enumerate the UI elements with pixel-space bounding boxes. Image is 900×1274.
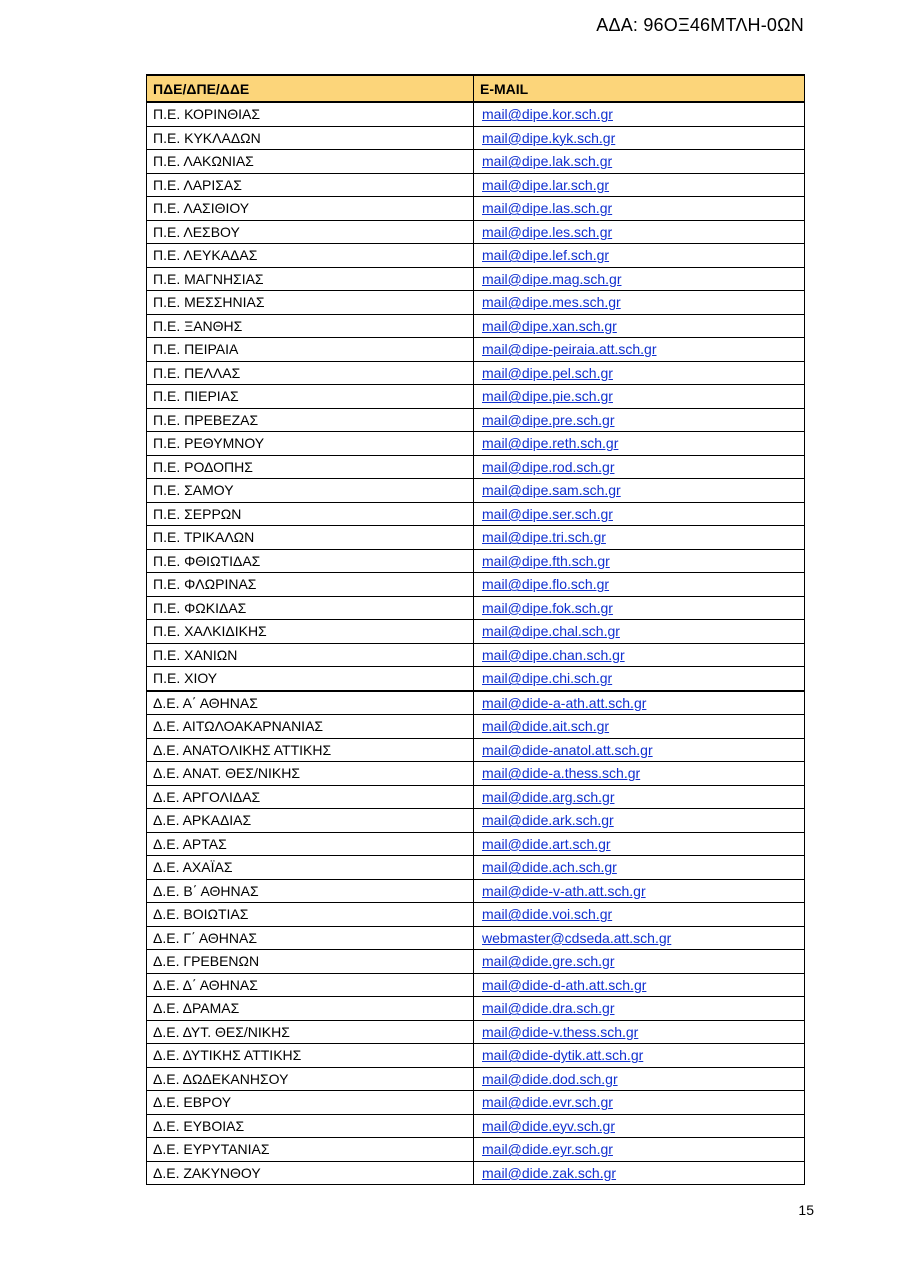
table-row	[147, 479, 805, 503]
table-row	[147, 950, 805, 974]
table-row	[147, 785, 805, 809]
directorate-cell: Π.Ε. ΠΕΛΛΑΣ	[147, 361, 474, 385]
directorate-cell: Δ.Ε. ΕΒΡΟΥ	[147, 1091, 474, 1115]
email-link[interactable]: mail@dipe.chi.sch.gr	[482, 670, 613, 687]
email-cell	[474, 549, 805, 573]
email-cell	[474, 197, 805, 221]
email-cell	[474, 691, 805, 715]
table-row	[147, 267, 805, 291]
directorate-cell: Δ.Ε. Β΄ ΑΘΗΝΑΣ	[147, 879, 474, 903]
email-link[interactable]: mail@dipe.ser.sch.gr	[482, 505, 613, 522]
email-link[interactable]: mail@dipe.sam.sch.gr	[482, 482, 621, 499]
email-link[interactable]: mail@dipe.xan.sch.gr	[482, 317, 617, 334]
email-cell	[474, 502, 805, 526]
table-row	[147, 385, 805, 409]
email-cell	[474, 267, 805, 291]
email-link[interactable]: mail@dipe.les.sch.gr	[482, 223, 613, 240]
table-row	[147, 220, 805, 244]
directorate-cell: Π.Ε. ΛΑΣΙΘΙΟΥ	[147, 197, 474, 221]
email-cell	[474, 244, 805, 268]
email-link[interactable]: mail@dide-v-ath.att.sch.gr	[482, 882, 646, 899]
directorate-cell: Δ.Ε. ΑΝΑΤΟΛΙΚΗΣ ΑΤΤΙΚΗΣ	[147, 738, 474, 762]
directorate-cell: Δ.Ε. ΒΟΙΩΤΙΑΣ	[147, 903, 474, 927]
email-link[interactable]: mail@dipe-peiraia.att.sch.gr	[482, 341, 657, 358]
email-cell	[474, 762, 805, 786]
directorates-email-table	[146, 74, 805, 1185]
email-cell	[474, 738, 805, 762]
email-cell	[474, 526, 805, 550]
email-cell	[474, 314, 805, 338]
email-link[interactable]: mail@dide.eyv.sch.gr	[482, 1117, 615, 1134]
email-cell	[474, 903, 805, 927]
table-row	[147, 667, 805, 691]
email-link[interactable]: mail@dipe.fth.sch.gr	[482, 552, 610, 569]
email-link[interactable]: mail@dide.dod.sch.gr	[482, 1070, 618, 1087]
email-link[interactable]: mail@dide-dytik.att.sch.gr	[482, 1047, 644, 1064]
ada-code: ΑΔΑ: 96ΟΞ46ΜΤΛΗ-0ΩΝ	[596, 15, 804, 35]
directorate-cell: Δ.Ε. Α΄ ΑΘΗΝΑΣ	[147, 691, 474, 715]
table-row	[147, 1067, 805, 1091]
table-row	[147, 762, 805, 786]
email-link[interactable]: mail@dipe.rod.sch.gr	[482, 458, 615, 475]
directorate-cell: Δ.Ε. ΑΡΓΟΛΙΔΑΣ	[147, 785, 474, 809]
email-link[interactable]: mail@dide.evr.sch.gr	[482, 1094, 613, 1111]
email-link[interactable]: mail@dipe.lak.sch.gr	[482, 153, 613, 170]
email-link[interactable]: mail@dide.art.sch.gr	[482, 835, 611, 852]
email-link[interactable]: mail@dipe.pel.sch.gr	[482, 364, 613, 381]
directorate-cell: Π.Ε. ΚΟΡΙΝΘΙΑΣ	[147, 102, 474, 126]
email-cell	[474, 1114, 805, 1138]
table-row	[147, 408, 805, 432]
directorate-cell: Π.Ε. ΣΕΡΡΩΝ	[147, 502, 474, 526]
directorate-cell: Π.Ε. ΛΑΡΙΣΑΣ	[147, 173, 474, 197]
directorate-cell: Π.Ε. ΛΑΚΩΝΙΑΣ	[147, 150, 474, 174]
email-link[interactable]: mail@dide.dra.sch.gr	[482, 1000, 615, 1017]
email-cell	[474, 596, 805, 620]
email-link[interactable]: mail@dide.eyr.sch.gr	[482, 1141, 613, 1158]
table-row	[147, 973, 805, 997]
email-cell	[474, 1091, 805, 1115]
directorate-cell: Π.Ε. ΡΟΔΟΠΗΣ	[147, 455, 474, 479]
email-cell	[474, 1067, 805, 1091]
directorate-cell: Δ.Ε. ΔΩΔΕΚΑΝΗΣΟΥ	[147, 1067, 474, 1091]
email-link[interactable]: mail@dide.ait.sch.gr	[482, 718, 610, 735]
table-row	[147, 856, 805, 880]
directorate-cell: Δ.Ε. ΔΥΤΙΚΗΣ ΑΤΤΙΚΗΣ	[147, 1044, 474, 1068]
table-row	[147, 1091, 805, 1115]
email-cell	[474, 809, 805, 833]
email-link[interactable]: mail@dide.arg.sch.gr	[482, 788, 615, 805]
table-row	[147, 1138, 805, 1162]
email-cell	[474, 361, 805, 385]
email-link[interactable]: mail@dipe.lar.sch.gr	[482, 176, 610, 193]
email-cell	[474, 573, 805, 597]
table-row	[147, 809, 805, 833]
email-cell	[474, 479, 805, 503]
directorate-cell: Π.Ε. ΞΑΝΘΗΣ	[147, 314, 474, 338]
table-row	[147, 620, 805, 644]
email-cell	[474, 832, 805, 856]
table-row	[147, 879, 805, 903]
email-link[interactable]: mail@dide.ark.sch.gr	[482, 812, 614, 829]
table-row	[147, 715, 805, 739]
email-link[interactable]: mail@dipe.chan.sch.gr	[482, 646, 625, 663]
email-link[interactable]: mail@dide.ach.sch.gr	[482, 859, 617, 876]
email-cell	[474, 150, 805, 174]
table-row	[147, 691, 805, 715]
email-cell	[474, 715, 805, 739]
directorate-cell: Δ.Ε. ΕΥΒΟΙΑΣ	[147, 1114, 474, 1138]
table-row	[147, 338, 805, 362]
directorate-cell: Δ.Ε. Δ΄ ΑΘΗΝΑΣ	[147, 973, 474, 997]
email-link[interactable]: mail@dipe.flo.sch.gr	[482, 576, 610, 593]
email-cell	[474, 385, 805, 409]
table-row	[147, 314, 805, 338]
email-cell	[474, 785, 805, 809]
directorate-cell: Δ.Ε. ΑΙΤΩΛΟΑΚΑΡΝΑΝΙΑΣ	[147, 715, 474, 739]
table-row	[147, 1044, 805, 1068]
email-cell	[474, 126, 805, 150]
email-link[interactable]: mail@dide-anatol.att.sch.gr	[482, 741, 653, 758]
directorate-cell: Π.Ε. ΛΕΥΚΑΔΑΣ	[147, 244, 474, 268]
table-row	[147, 573, 805, 597]
directorate-cell: Π.Ε. ΦΛΩΡΙΝΑΣ	[147, 573, 474, 597]
directorate-cell: Π.Ε. ΧΑΝΙΩΝ	[147, 643, 474, 667]
email-link[interactable]: mail@dipe.las.sch.gr	[482, 200, 613, 217]
directorate-cell: Δ.Ε. ΑΝΑΤ. ΘΕΣ/ΝΙΚΗΣ	[147, 762, 474, 786]
directorate-cell: Δ.Ε. ΑΧΑΪΑΣ	[147, 856, 474, 880]
directorate-cell: Π.Ε. ΠΡΕΒΕΖΑΣ	[147, 408, 474, 432]
table-row	[147, 1020, 805, 1044]
table-row	[147, 1161, 805, 1185]
email-link[interactable]: mail@dipe.mag.sch.gr	[482, 270, 622, 287]
table-row	[147, 455, 805, 479]
email-cell	[474, 220, 805, 244]
email-link[interactable]: mail@dipe.kor.sch.gr	[482, 106, 613, 123]
directorate-cell: Δ.Ε. Γ΄ ΑΘΗΝΑΣ	[147, 926, 474, 950]
email-cell	[474, 291, 805, 315]
email-link[interactable]: mail@dipe.pie.sch.gr	[482, 388, 613, 405]
table-row	[147, 1114, 805, 1138]
table-row	[147, 926, 805, 950]
table-row	[147, 502, 805, 526]
directorate-cell: Δ.Ε. ΕΥΡΥΤΑΝΙΑΣ	[147, 1138, 474, 1162]
directorate-cell: Π.Ε. ΤΡΙΚΑΛΩΝ	[147, 526, 474, 550]
directorate-cell: Π.Ε. ΛΕΣΒΟΥ	[147, 220, 474, 244]
email-cell	[474, 643, 805, 667]
email-cell	[474, 1161, 805, 1185]
email-link[interactable]: mail@dide-v.thess.sch.gr	[482, 1023, 639, 1040]
table-row	[147, 903, 805, 927]
email-link[interactable]: mail@dide.zak.sch.gr	[482, 1164, 617, 1181]
column-header-email: E-MAIL	[474, 75, 805, 102]
directorate-cell: Π.Ε. ΦΩΚΙΔΑΣ	[147, 596, 474, 620]
email-link[interactable]: mail@dide.voi.sch.gr	[482, 906, 613, 923]
directorate-cell: Π.Ε. ΠΕΙΡΑΙΑ	[147, 338, 474, 362]
email-link[interactable]: mail@dide.gre.sch.gr	[482, 953, 615, 970]
table-body	[147, 102, 805, 1185]
email-link[interactable]: mail@dipe.tri.sch.gr	[482, 529, 606, 546]
table-header-row	[147, 75, 805, 102]
directorate-cell: Π.Ε. ΠΙΕΡΙΑΣ	[147, 385, 474, 409]
directorate-cell: Δ.Ε. ΑΡΤΑΣ	[147, 832, 474, 856]
directorate-cell: Π.Ε. ΣΑΜΟΥ	[147, 479, 474, 503]
column-header-directorate: ΠΔΕ/ΔΠΕ/ΔΔΕ	[147, 75, 474, 102]
table-row	[147, 432, 805, 456]
email-link[interactable]: mail@dipe.kyk.sch.gr	[482, 129, 616, 146]
table-row	[147, 197, 805, 221]
email-link[interactable]: mail@dipe.mes.sch.gr	[482, 294, 621, 311]
email-link[interactable]: mail@dipe.fok.sch.gr	[482, 599, 613, 616]
directorate-cell: Π.Ε. ΧΑΛΚΙΔΙΚΗΣ	[147, 620, 474, 644]
table-row	[147, 173, 805, 197]
directorate-cell: Π.Ε. ΧΙΟΥ	[147, 667, 474, 691]
table-row	[147, 126, 805, 150]
email-link[interactable]: mail@dipe.pre.sch.gr	[482, 411, 615, 428]
table-row	[147, 361, 805, 385]
table-row	[147, 244, 805, 268]
table-row	[147, 832, 805, 856]
table-row	[147, 291, 805, 315]
table-row	[147, 997, 805, 1021]
directorate-cell: Π.Ε. ΚΥΚΛΑΔΩΝ	[147, 126, 474, 150]
email-cell	[474, 1138, 805, 1162]
email-cell	[474, 997, 805, 1021]
email-cell	[474, 173, 805, 197]
table-row	[147, 596, 805, 620]
email-link[interactable]: mail@dide-d-ath.att.sch.gr	[482, 976, 647, 993]
directorate-cell: Δ.Ε. ΖΑΚΥΝΘΟΥ	[147, 1161, 474, 1185]
page-number: 15	[798, 1202, 814, 1218]
directorate-cell: Π.Ε. ΜΑΓΝΗΣΙΑΣ	[147, 267, 474, 291]
email-cell	[474, 879, 805, 903]
email-link[interactable]: mail@dide-a-ath.att.sch.gr	[482, 694, 647, 711]
email-cell	[474, 338, 805, 362]
table-row	[147, 102, 805, 126]
email-cell	[474, 455, 805, 479]
email-link[interactable]: mail@dipe.reth.sch.gr	[482, 435, 619, 452]
email-cell	[474, 102, 805, 126]
directorate-cell: Δ.Ε. ΓΡΕΒΕΝΩΝ	[147, 950, 474, 974]
email-link[interactable]: mail@dide-a.thess.sch.gr	[482, 765, 641, 782]
directorate-cell: Δ.Ε. ΔΡΑΜΑΣ	[147, 997, 474, 1021]
table-row	[147, 549, 805, 573]
directorate-cell: Π.Ε. ΦΘΙΩΤΙΔΑΣ	[147, 549, 474, 573]
table-row	[147, 526, 805, 550]
email-link[interactable]: mail@dipe.chal.sch.gr	[482, 623, 620, 640]
email-cell	[474, 432, 805, 456]
email-cell	[474, 620, 805, 644]
email-cell	[474, 408, 805, 432]
email-cell	[474, 667, 805, 691]
table-row	[147, 643, 805, 667]
directorate-cell: Δ.Ε. ΔΥΤ. ΘΕΣ/ΝΙΚΗΣ	[147, 1020, 474, 1044]
directorate-cell: Δ.Ε. ΑΡΚΑΔΙΑΣ	[147, 809, 474, 833]
email-cell	[474, 1044, 805, 1068]
table-row	[147, 150, 805, 174]
email-cell	[474, 1020, 805, 1044]
directorate-cell: Π.Ε. ΜΕΣΣΗΝΙΑΣ	[147, 291, 474, 315]
email-cell	[474, 926, 805, 950]
table-row	[147, 738, 805, 762]
email-cell	[474, 973, 805, 997]
email-cell	[474, 950, 805, 974]
email-link[interactable]: mail@dipe.lef.sch.gr	[482, 247, 610, 264]
directorate-cell: Π.Ε. ΡΕΘΥΜΝΟΥ	[147, 432, 474, 456]
email-link[interactable]: webmaster@cdseda.att.sch.gr	[482, 929, 672, 946]
email-cell	[474, 856, 805, 880]
